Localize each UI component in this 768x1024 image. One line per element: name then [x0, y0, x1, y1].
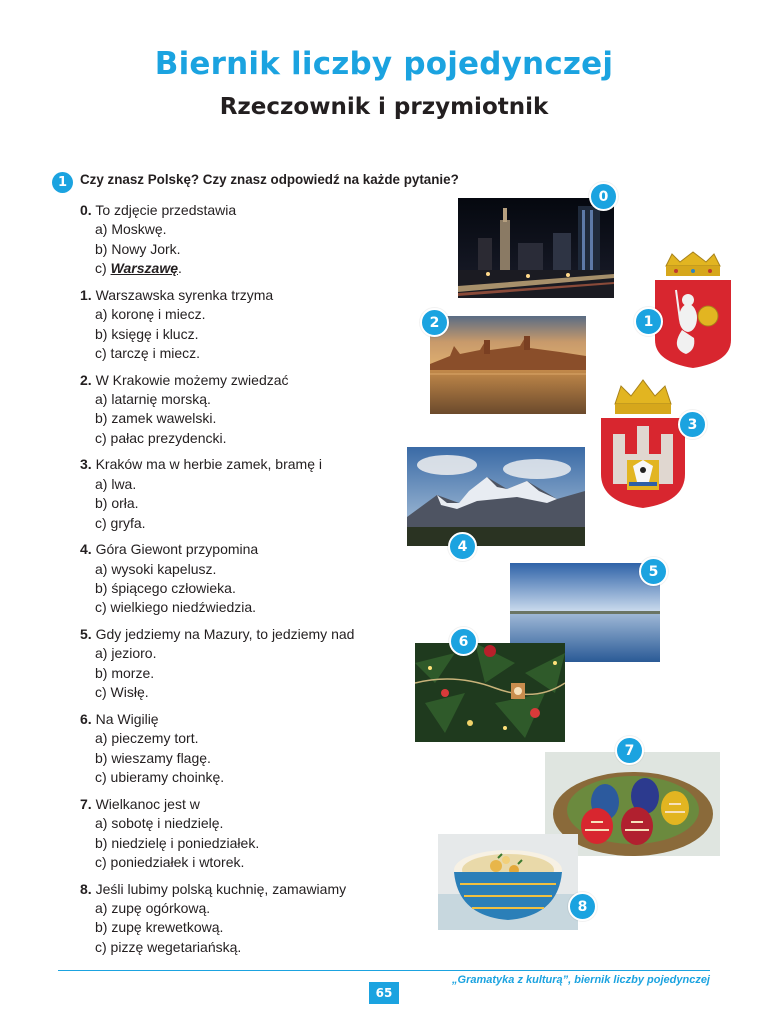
warsaw-coat-of-arms-image [652, 250, 734, 370]
question-text: Kraków ma w herbie zamek, bramę i [95, 456, 322, 473]
question-text: W Krakowie możemy zwiedzać [95, 371, 289, 388]
question-5 [80, 625, 390, 703]
question-text: Jeśli lubimy polską kuchnię, zamawiamy [95, 880, 347, 897]
option-b: b) morze. [95, 664, 155, 681]
footer-divider [58, 970, 710, 971]
option-a: a) latarnię morską. [95, 391, 211, 408]
question-number: 5. [80, 626, 92, 643]
option-c: c) Wisłę. [95, 684, 149, 701]
question-2 [80, 371, 390, 449]
question-number: 3. [80, 456, 92, 473]
question-text: Gdy jedziemy na Mazury, to jedziemy nad [95, 626, 355, 643]
image-number-badge: 6 [449, 627, 478, 656]
option-b: b) wieszamy flagę. [95, 749, 211, 766]
image-number-badge: 4 [448, 532, 477, 561]
exercise-number-badge: 1 [52, 172, 73, 193]
option-a: a) pieczemy tort. [95, 730, 199, 747]
option-c: c) gryfa. [95, 514, 146, 531]
question-0 [80, 201, 390, 279]
option-c: c) pałac prezydencki. [95, 429, 227, 446]
option-a: a) Moskwę. [95, 221, 167, 238]
option-c: c) poniedziałek i wtorek. [95, 853, 245, 870]
option-c-prefix: c) [95, 260, 111, 277]
option-c: c) tarczę i miecz. [95, 345, 201, 362]
option-a: a) jezioro. [95, 645, 157, 662]
question-number: 4. [80, 541, 92, 558]
question-number: 7. [80, 795, 92, 812]
image-number-badge: 5 [639, 557, 668, 586]
footer-text: „Gramatyka z kulturą”, biernik liczby pojedynczej [452, 974, 710, 986]
krakow-coat-of-arms-image [597, 374, 689, 510]
option-a: a) koronę i miecz. [95, 306, 206, 323]
image-number-badge: 2 [420, 308, 449, 337]
question-text: Warszawska syrenka trzyma [95, 286, 274, 303]
photo-wawel-castle [430, 316, 586, 414]
question-7 [80, 795, 390, 873]
option-b: b) niedzielę i poniedziałek. [95, 834, 260, 851]
option-b: b) Nowy Jork. [95, 240, 181, 257]
correct-answer: Warszawę [110, 260, 179, 277]
option-c [80, 259, 390, 278]
question-number: 1. [80, 286, 92, 303]
question-text: Wielkanoc jest w [95, 795, 200, 812]
question-6 [80, 710, 390, 788]
option-b: b) księgę i klucz. [95, 325, 199, 342]
question-text: To zdjęcie przedstawia [95, 202, 237, 218]
option-b: b) zamek wawelski. [95, 410, 217, 427]
image-number-badge: 3 [678, 410, 707, 439]
option-a: a) sobotę i niedzielę. [95, 815, 224, 832]
option-b: b) śpiącego człowieka. [95, 580, 236, 597]
question-4 [80, 540, 390, 618]
option-a: a) wysoki kapelusz. [95, 560, 217, 577]
page-title: Biernik liczby pojedynczej [154, 46, 614, 82]
question-number: 6. [80, 710, 92, 727]
page-number: 65 [369, 982, 399, 1004]
question-number: 0. [80, 202, 92, 218]
question-1 [80, 286, 390, 364]
option-b: b) zupę krewetkową. [95, 919, 224, 936]
image-number-badge: 0 [589, 182, 618, 211]
question-3 [80, 455, 390, 533]
question-text: Góra Giewont przypomina [95, 541, 259, 558]
photo-warsaw-night [458, 198, 614, 298]
question-8 [80, 880, 390, 958]
photo-soup-bowl [438, 834, 578, 930]
image-number-badge: 7 [615, 736, 644, 765]
option-a: a) lwa. [95, 475, 137, 492]
option-c-suffix: . [178, 260, 182, 277]
question-text: Na Wigilię [95, 710, 159, 727]
option-a: a) zupę ogórkową. [95, 899, 211, 916]
question-number: 8. [80, 880, 92, 897]
question-list [80, 201, 390, 964]
option-c: c) ubieramy choinkę. [95, 769, 225, 786]
option-c: c) wielkiego niedźwiedzia. [95, 599, 257, 616]
option-b: b) orła. [95, 495, 139, 512]
image-number-badge: 1 [634, 307, 663, 336]
exercise-instruction: Czy znasz Polskę? Czy znasz odpowiedź na każde pytanie? [80, 172, 459, 187]
option-c: c) pizzę wegetariańską. [95, 938, 242, 955]
photo-giewont-mountains [407, 447, 585, 546]
page-subtitle: Rzeczownik i przymiotnik [219, 94, 549, 120]
question-number: 2. [80, 371, 92, 388]
image-number-badge: 8 [568, 892, 597, 921]
photo-christmas-tree [415, 643, 565, 742]
